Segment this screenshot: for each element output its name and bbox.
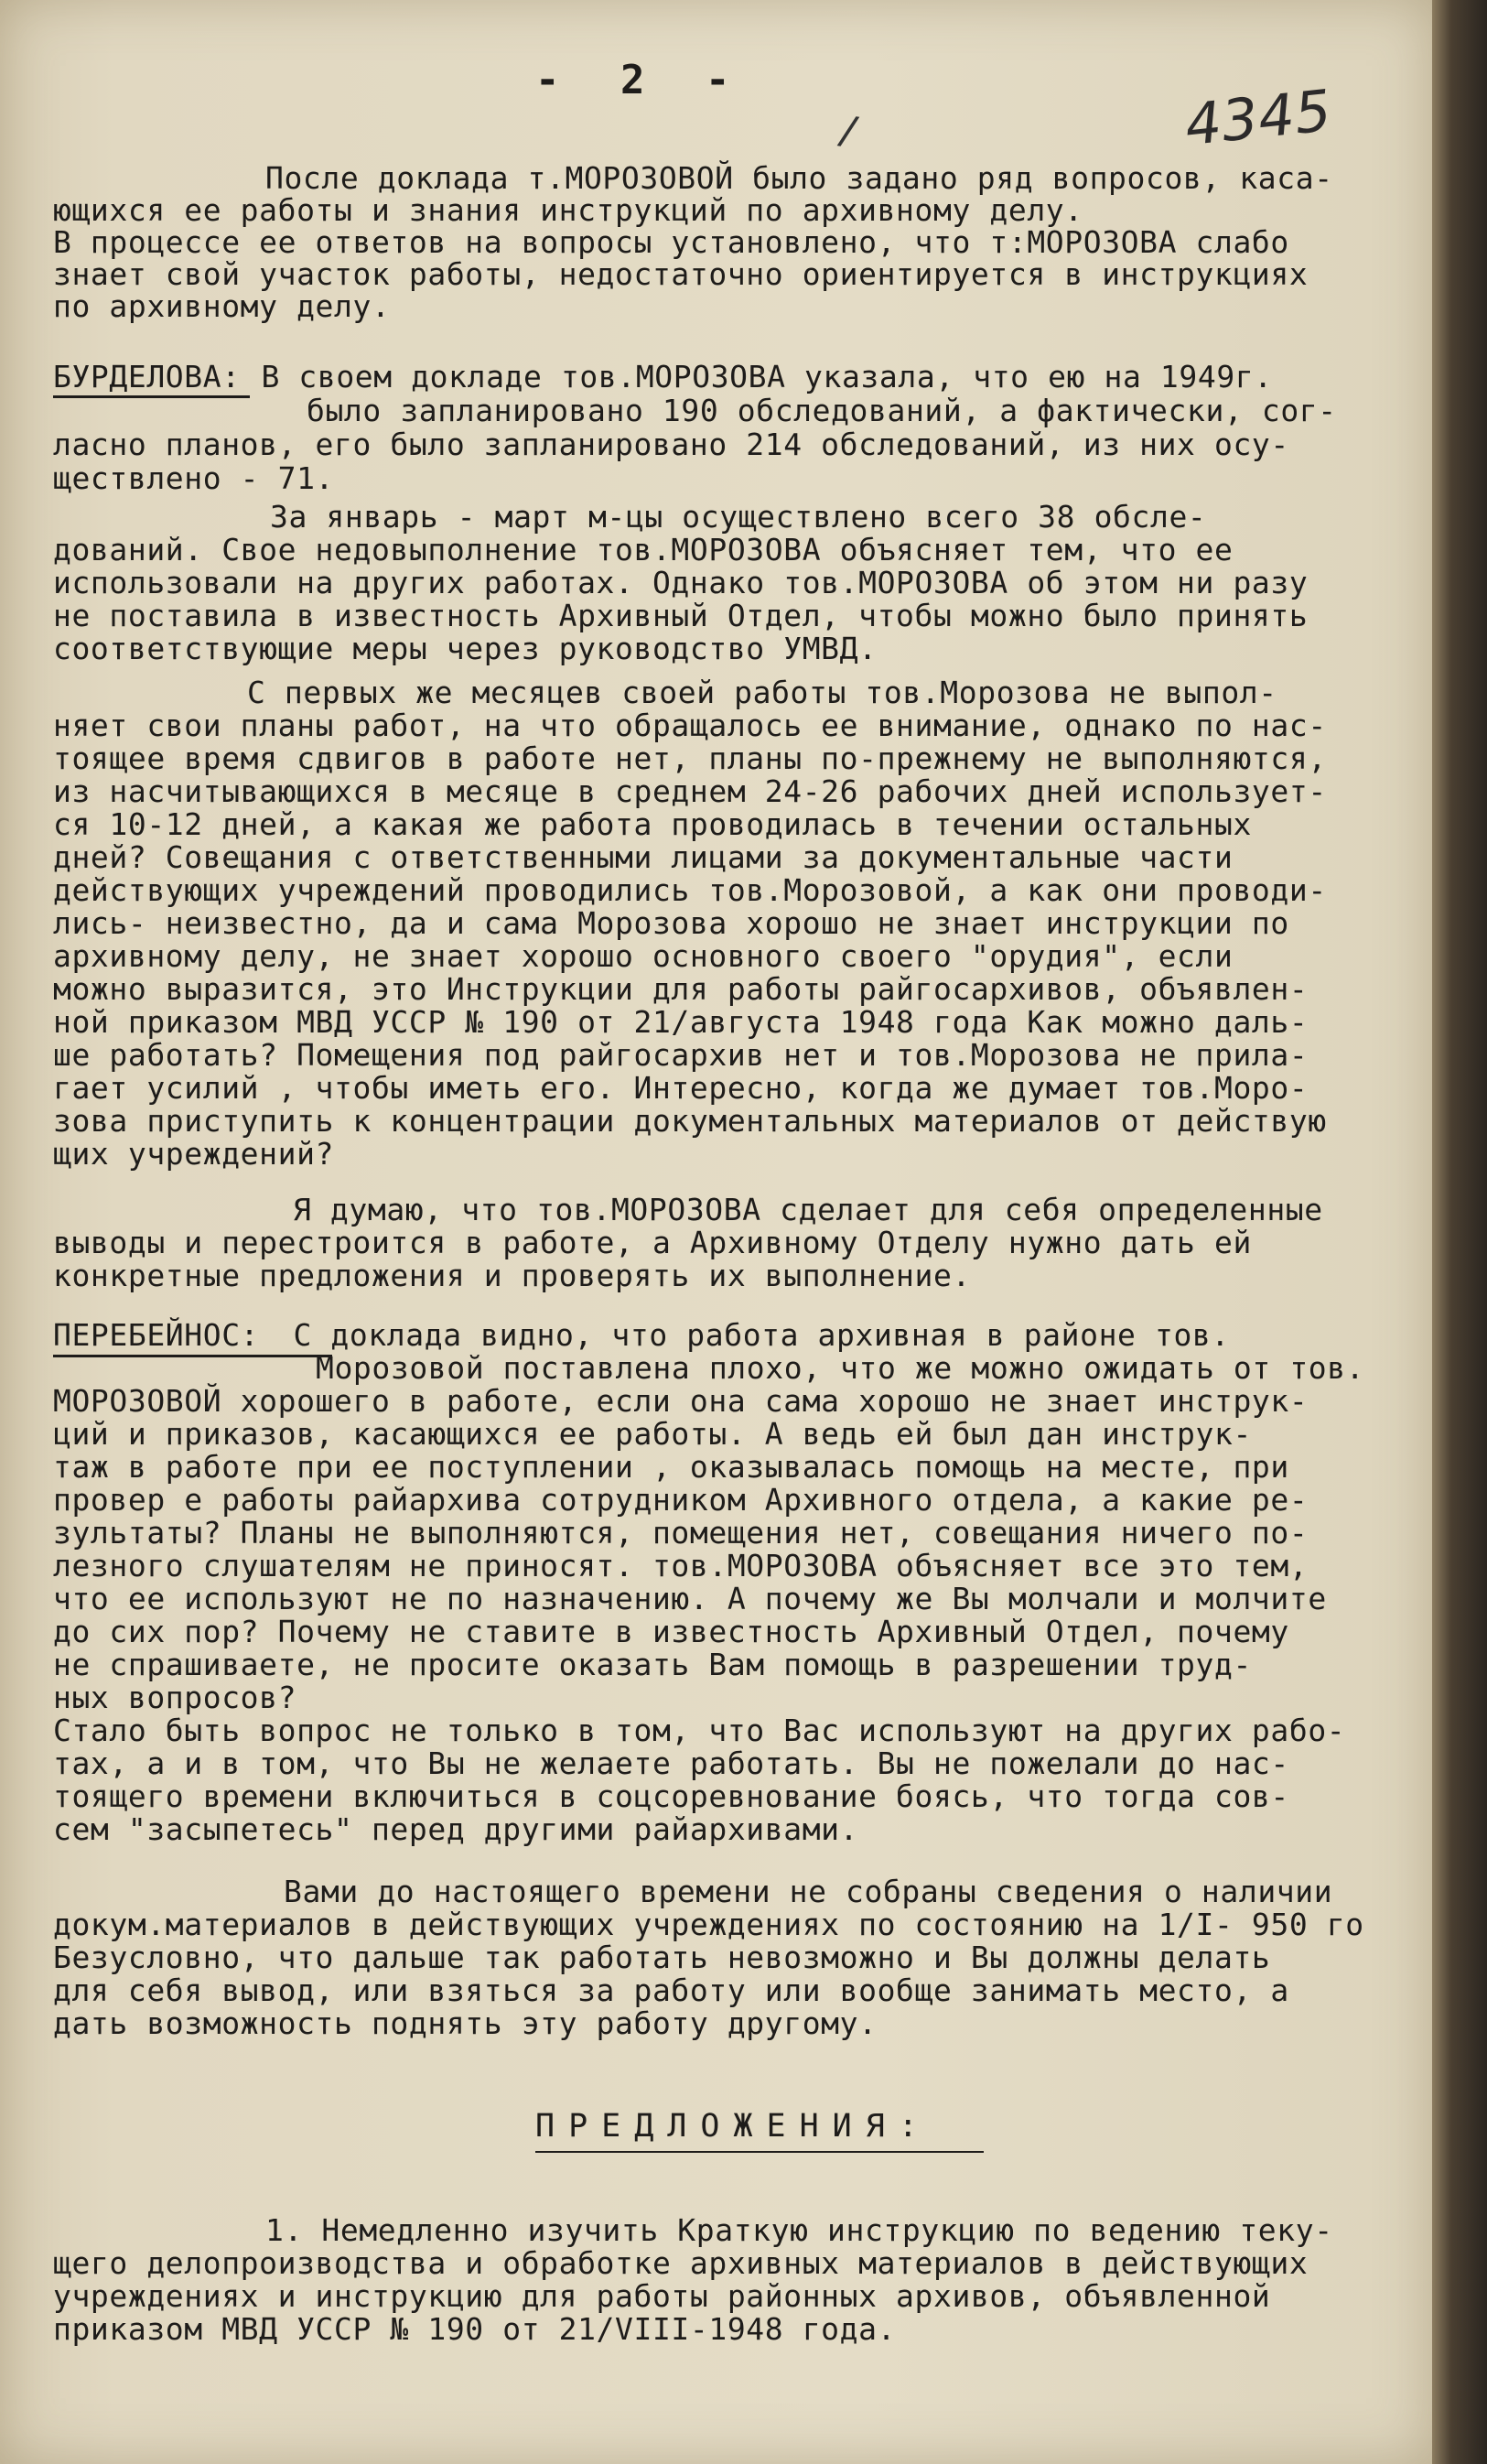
text-line: дней? Совещания с ответственными лицами за документальные части (53, 839, 1234, 875)
text-line: по архивному делу. (53, 288, 391, 324)
archive-page-number: 4345 (1181, 76, 1335, 159)
text-line: знает свой участок работы, недостаточно ориентируется в инструкциях (53, 256, 1309, 292)
text-line: ций и приказов, касающихся ее работы. А ведь ей был дан инструк- (53, 1416, 1252, 1452)
text-line: С доклада видно, что работа архивная в районе тов. (275, 1317, 1230, 1353)
text-line: За январь - март м-цы осуществлено всего 38 обсле- (270, 499, 1207, 535)
text-line: конкретные предложения и проверять их выполнение. (53, 1258, 971, 1293)
text-line: щего делопроизводства и обработке архивных материалов в действующих (53, 2245, 1309, 2281)
heading-underline (535, 2151, 984, 2153)
text-line: учреждениях и инструкцию для работы районных архивов, объявленной (53, 2278, 1271, 2314)
text-line: сем "засыпетесь" перед другими райархивами. (53, 1811, 859, 1847)
text-line: докум.материалов в действующих учреждениях по состоянию на 1/I- 950 го (53, 1907, 1364, 1942)
text-line: таж в работе при ее поступлении , оказывалась помощь на месте, при (53, 1449, 1289, 1485)
text-line: было запланировано 190 обследований, а фактически, сог- (307, 393, 1337, 428)
page-number: - 2 - (535, 57, 749, 103)
text-line: В своем докладе тов.МОРОЗОВА указала, что ею на 1949г. (242, 359, 1273, 394)
text-line: ществлено - 71. (53, 460, 335, 496)
text-line: что ее используют не по назначению. А почему же Вы молчали и молчите (53, 1581, 1327, 1616)
text-line: соответствующие меры через руководство УМВД. (53, 631, 878, 666)
text-line: приказом МВД УССР № 190 от 21/VIII-1948 года. (53, 2311, 897, 2347)
text-line: ласно планов, его было запланировано 214 обследований, из них осу- (53, 427, 1289, 462)
speaker-underline (53, 395, 250, 398)
text-line: Безусловно, что дальше так работать невозможно и Вы должны делать (53, 1940, 1271, 1975)
text-line: тоящее время сдвигов в работе нет, планы по-прежнему не выполняются, (53, 740, 1327, 776)
section-heading: ПРЕДЛОЖЕНИЯ: (535, 2108, 932, 2145)
text-line: архивному делу, не знает хорошо основного своего "орудия", если (53, 938, 1234, 974)
text-line: дать возможность поднять эту работу другому. (53, 2005, 878, 2041)
text-line: зультаты? Планы не выполняются, помещения нет, совещания ничего по- (53, 1515, 1309, 1551)
text-line: использовали на других работах. Однако тов.МОРОЗОВА об этом ни разу (53, 565, 1309, 600)
text-line: лись- неизвестно, да и сама Морозова хорошо не знает инструкции по (53, 905, 1289, 941)
text-line: тоящего времени включиться в соцсоревнование боясь, что тогда сов- (53, 1778, 1289, 1814)
text-line: дований. Свое недовыполнение тов.МОРОЗОВА объясняет тем, что ее (53, 532, 1234, 567)
text-line: гает усилий , чтобы иметь его. Интересно, когда же думает тов.Моро- (53, 1070, 1309, 1106)
text-line: зова приступить к концентрации документальных материалов от действую (53, 1103, 1327, 1139)
text-line: тах, а и в том, что Вы не желаете работать. Вы не пожелали до нас- (53, 1745, 1289, 1781)
text-line: провер е работы райархива сотрудником Архивного отдела, а какие ре- (53, 1482, 1309, 1518)
text-line: ющихся ее работы и знания инструкций по архивному делу. (53, 192, 1083, 228)
text-line: щих учреждений? (53, 1136, 335, 1172)
text-line: из насчитывающихся в месяце в среднем 24-26 рабочих дней использует- (53, 773, 1327, 809)
handwritten-mark: / (834, 106, 865, 155)
speaker-name: БУРДЕЛОВА: (53, 359, 241, 394)
speaker-underline (53, 1355, 332, 1357)
text-line: для себя вывод, или взяться за работу или вообще занимать место, а (53, 1972, 1289, 2008)
text-line: 1. Немедленно изучить Краткую инструкцию по ведению теку- (265, 2212, 1333, 2248)
text-line: Стало быть вопрос не только в том, что Вас используют на других рабо- (53, 1713, 1346, 1748)
text-line: до сих пор? Почему не ставите в известность Архивный Отдел, почему (53, 1614, 1289, 1649)
text-line: ной приказом МВД УССР № 190 от 21/августа 1948 года Как можно даль- (53, 1004, 1309, 1040)
page-edge-shadow (1432, 0, 1487, 2464)
text-line: В процессе ее ответов на вопросы установлено, что т:МОРОЗОВА слабо (53, 224, 1289, 260)
text-line: После доклада т.МОРОЗОВОЙ было задано ряд вопросов, каса- (265, 160, 1333, 196)
text-line: МОРОЗОВОЙ хорошего в работе, если она сама хорошо не знает инструк- (53, 1383, 1309, 1419)
text-line: Морозовой поставлена плохо, что же можно ожидать от тов. (316, 1350, 1365, 1386)
text-line: ных вопросов? (53, 1680, 297, 1715)
speaker-name: ПЕРЕБЕЙНОС: (53, 1317, 260, 1353)
text-line: няет свои планы работ, на что обращалось ее внимание, однако по нас- (53, 708, 1327, 743)
text-line: Вами до настоящего времени не собраны сведения о наличии (284, 1874, 1333, 1909)
text-line: С первых же месяцев своей работы тов.Морозова не выпол- (247, 675, 1277, 710)
text-line: не поставила в известность Архивный Отдел, чтобы можно было принять (53, 598, 1309, 633)
text-line: ся 10-12 дней, а какая же работа проводилась в течении остальных (53, 806, 1252, 842)
text-line: действующих учреждений проводились тов.Морозовой, а как они проводи- (53, 872, 1327, 908)
text-line: лезного слушателям не приносят. тов.МОРОЗОВА объясняет все это тем, (53, 1548, 1309, 1583)
text-line: можно выразится, это Инструкции для работы райгосархивов, объявлен- (53, 971, 1309, 1007)
text-line: выводы и перестроится в работе, а Архивному Отделу нужно дать ей (53, 1225, 1252, 1260)
text-line: Я думаю, что тов.МОРОЗОВА сделает для себя определенные (293, 1192, 1323, 1227)
text-line: не спрашиваете, не просите оказать Вам помощь в разрешении труд- (53, 1647, 1252, 1682)
text-line: ше работать? Помещения под райгосархив нет и тов.Морозова не прила- (53, 1037, 1309, 1073)
